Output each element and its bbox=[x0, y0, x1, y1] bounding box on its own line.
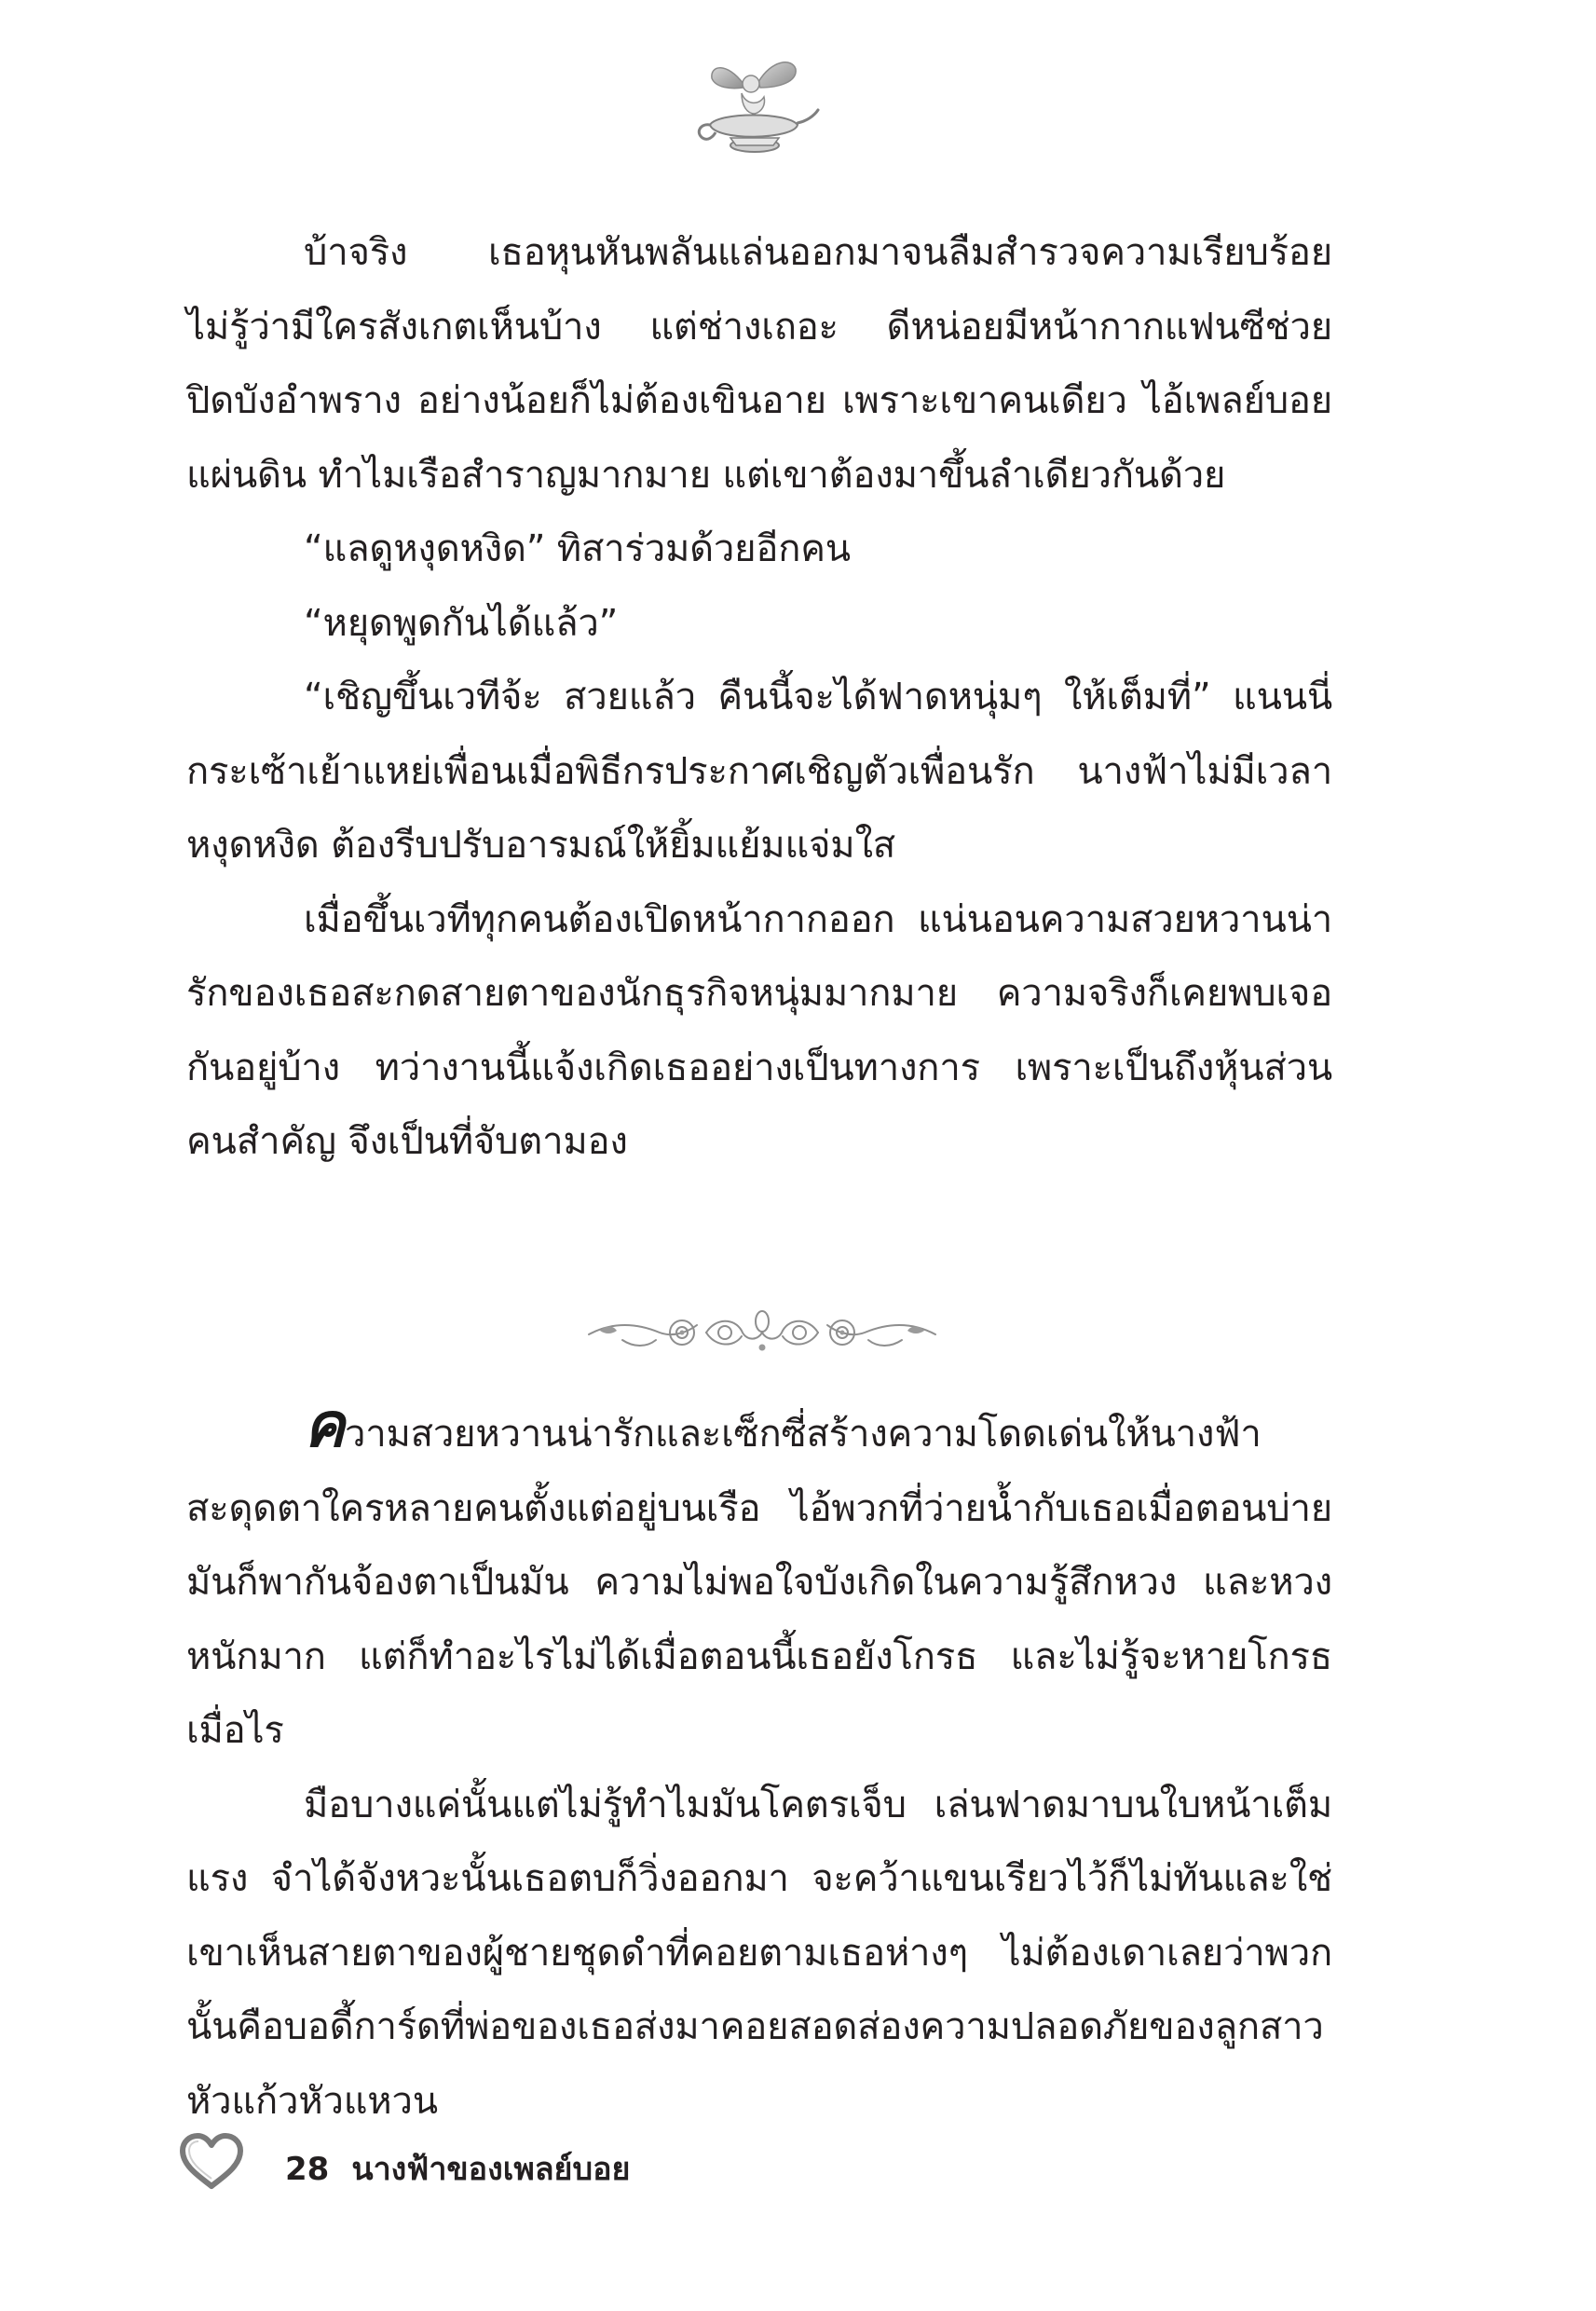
paragraph: เมื่อขึ้นเวทีทุกคนต้องเปิดหน้ากากออก แน่นอนความสวยหวานน่ารักของเธอสะกดสายตาของนักธุรกิจหนุ่มมากมาย ความจริงก็เคยพบเจอกันอยู่บ้าง ทว่างานนี้แจ้งเกิดเธออย่างเป็นทางการ เพราะเป็นถึงหุ้นส่วนคนสำคัญ จึงเป็นที่จับตามอง bbox=[186, 897, 1332, 1163]
heart-outline-icon bbox=[177, 2132, 246, 2192]
paragraph: “เชิญขึ้นเวทีจ้ะ สวยแล้ว คืนนี้จะได้ฟาดหนุ่มๆ ให้เต็มที่” แนนนี่กระเซ้าเย้าแหย่เพื่อนเมื่อพิธีกรประกาศเชิญตัวเพื่อนรัก นางฟ้าไม่มีเวลาหงุดหงิด ต้องรีบปรับอารมณ์ให้ยิ้มแย้มแจ่มใส bbox=[186, 676, 1332, 867]
ornamental-scroll-divider bbox=[585, 1303, 939, 1362]
section-1-text bbox=[186, 216, 1332, 1180]
page-number: 28 bbox=[285, 2151, 330, 2188]
paragraph bbox=[186, 1388, 1332, 1769]
paragraph: “แลดูหงุดหงิด” ทิสาร่วมด้วยอีกคน bbox=[304, 527, 851, 570]
page-footer bbox=[177, 2132, 829, 2207]
paragraph: บ้าจริง เธอหุนหันพลันแล่นออกมาจนลืมสำรวจความเรียบร้อย ไม่รู้ว่ามีใครสังเกตเห็นบ้าง แต่ช่างเถอะ ดีหน่อยมีหน้ากากแฟนซีช่วยปิดบังอำพราง อย่างน้อยก็ไม่ต้องเขินอาย เพราะเขาคนเดียว ไอ้เพลย์บอยแผ่นดิน ทำไมเรือสำราญมากมาย แต่เขาต้องมาขึ้นลำเดียวกันด้วย bbox=[186, 231, 1332, 497]
section-2-text bbox=[186, 1388, 1332, 2139]
paragraph: “หยุดพูดกันได้แล้ว” bbox=[304, 601, 619, 645]
cupid-on-teapot-icon bbox=[689, 56, 820, 158]
book-title: นางฟ้าของเพลย์บอย bbox=[351, 2151, 631, 2188]
paragraph: มือบางแค่นั้นแต่ไม่รู้ทำไมมันโคตรเจ็บ เล่นฟาดมาบนใบหน้าเต็มแรง จำได้จังหวะนั้นเธอตบก็วิ่งออกมา จะคว้าแขนเรียวไว้ก็ไม่ทันและใช่ เขาเห็นสายตาของผู้ชายชุดดำที่คอยตามเธอห่างๆ ไม่ต้องเดาเลยว่าพวกนั้นคือบอดี้การ์ดที่พ่อของเธอส่งมาคอยสอดส่องความปลอดภัยของลูกสาวหัวแก้วหัวแหวน bbox=[186, 1783, 1332, 2123]
footer-text bbox=[285, 2143, 630, 2194]
paragraph-rest: วามสวยหวานน่ารักและเซ็กซี่สร้างความโดดเด่นให้นางฟ้าสะดุดตาใครหลายคนตั้งแต่อยู่บนเรือ ไอ้พวกที่ว่ายน้ำกับเธอเมื่อตอนบ่ายมันก็พากันจ้องตาเป็นมัน ความไม่พอใจบังเกิดในความรู้สึกหวง และหวงหนักมาก แต่ก็ทำอะไรไม่ได้เมื่อตอนนี้เธอยังโกรธ และไม่รู้จะหายโกรธเมื่อไร bbox=[186, 1413, 1332, 1752]
drop-cap: ค bbox=[304, 1388, 345, 1461]
